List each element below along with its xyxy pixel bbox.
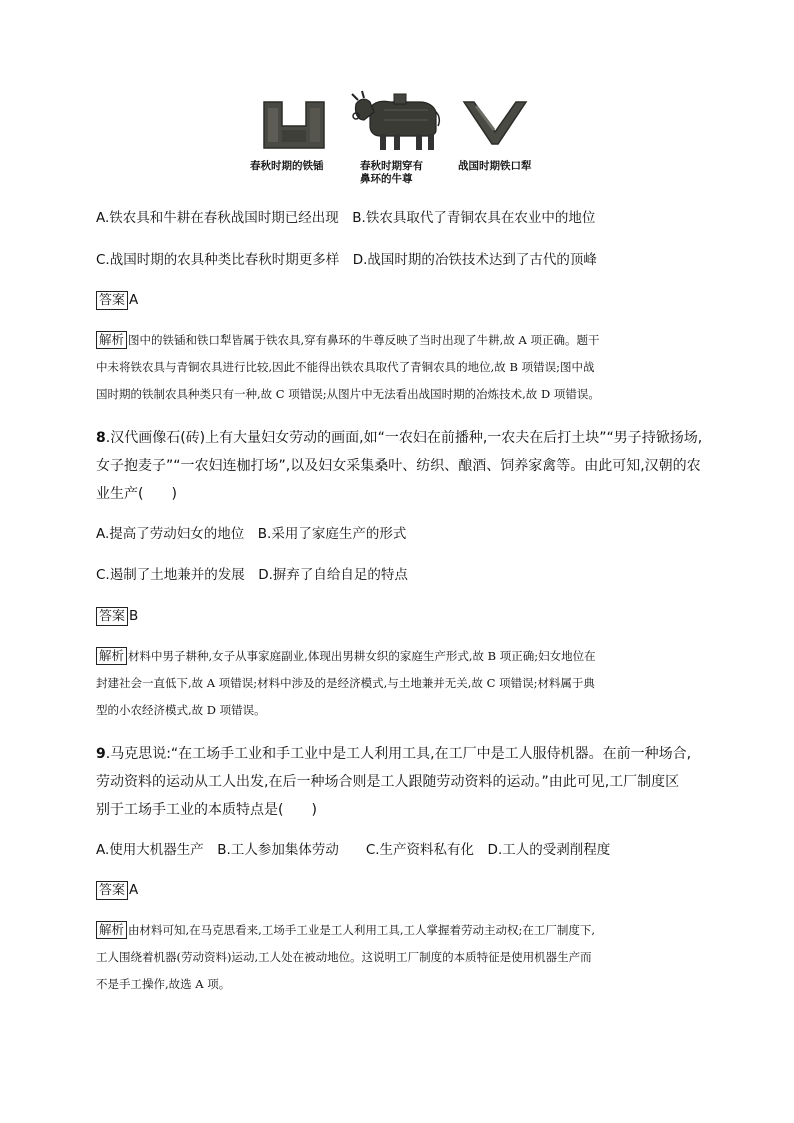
q9-stem-line-3: 别于工场手工业的本质特点是( ): [96, 802, 317, 818]
answer-tag: 答案: [96, 607, 128, 626]
q7-expl-line-3: 国时期的铁制农具种类只有一种,故 C 项错误;从图片中无法看出战国时期的冶炼技术,故 D 项错误。: [96, 387, 600, 401]
iron-hoe-icon: [260, 96, 328, 154]
q9-answer-value: A: [129, 882, 139, 898]
q7-expl-line-1: 图中的铁锸和铁口犁皆属于铁农具,穿有鼻环的牛尊反映了当时出现了牛耕,故 A 项正确。题干: [128, 333, 600, 347]
iron-plough-figure: [462, 98, 528, 146]
ox-zun-figure: [350, 90, 442, 154]
ox-zun-icon: [350, 90, 442, 154]
q8-options-line-1: A.提高了劳动妇女的地位 B.采用了家庭生产的形式: [96, 526, 407, 542]
q7-expl-line-2: 中未将铁农具与青铜农具进行比较,因此不能得出铁农具取代了青铜农具的地位,故 B 项错误;图中战: [96, 360, 595, 374]
q9-expl-line-1: 由材料可知,在马克思看来,工场手工业是工人利用工具,工人掌握着劳动主动权;在工厂制度下,: [128, 923, 596, 937]
q8-stem-line-3: 业生产( ): [96, 486, 177, 502]
figure-caption-1: 春秋时期的铁锸: [250, 160, 324, 172]
q8-expl-line-2: 封建社会一直低下,故 A 项错误;材料中涉及的是经济模式,与土地兼并无关,故 C 项错误;材料属于典: [96, 676, 595, 690]
q9-explanation: [96, 917, 711, 998]
q8-stem-line-1: [96, 428, 702, 448]
q9-stem-line-2: 劳动资料的运动从工人出发,在后一种场合则是工人跟随劳动资料的运动。”由此可见,工厂制度区: [96, 774, 680, 790]
q9-expl-line-3: 不是手工操作,故选 A 项。: [96, 977, 231, 991]
answer-tag: 答案: [96, 291, 128, 310]
q8-explanation: [96, 643, 711, 724]
q8-answer-value: B: [129, 608, 139, 624]
q8-stem-line-2: 女子抱麦子”“一农妇连枷打场”,以及妇女采集桑叶、纺织、酿酒、饲养家禽等。由此可知,汉朝的农: [96, 458, 701, 474]
q8-options-line-2: C.遏制了土地兼并的发展 D.摒弃了自给自足的特点: [96, 567, 408, 583]
q9-stem-line-1: [96, 744, 691, 764]
q7-explanation: [96, 327, 711, 408]
explanation-tag: 解析: [96, 921, 127, 939]
figure-caption-2: 春秋时期穿有 鼻环的牛尊: [360, 160, 423, 185]
q7-options-line-1: A.铁农具和牛耕在春秋战国时期已经出现 B.铁农具取代了青铜农具在农业中的地位: [96, 210, 596, 226]
q7-options-line-2: C.战国时期的农具种类比春秋时期更多样 D.战国时期的冶铁技术达到了古代的顶峰: [96, 252, 597, 268]
q9-number: 9: [96, 746, 106, 762]
figure-row: [250, 96, 550, 188]
figure-caption-3: 战国时期铁口犁: [458, 160, 532, 172]
q8-expl-line-3: 型的小农经济模式,故 D 项错误。: [96, 703, 266, 717]
q9-answer: [96, 880, 138, 900]
q8-expl-line-1: 材料中男子耕种,女子从事家庭副业,体现出男耕女织的家庭生产形式,故 B 项正确;妇女地位在: [128, 649, 596, 663]
q7-answer-value: A: [129, 292, 139, 308]
q9-stem-text-1: .马克思说:“在工场手工业和手工业中是工人利用工具,在工厂中是工人服侍机器。在前一种场合,: [105, 746, 692, 762]
q8-answer: [96, 606, 138, 626]
q9-options-line-1: A.使用大机器生产 B.工人参加集体劳动 C.生产资料私有化 D.工人的受剥削程度: [96, 842, 611, 858]
iron-hoe-figure: [260, 96, 328, 154]
q9-expl-line-2: 工人围绕着机器(劳动资料)运动,工人处在被动地位。这说明工厂制度的本质特征是使用机器生产而: [96, 950, 592, 964]
q7-answer: [96, 290, 138, 310]
answer-tag: 答案: [96, 881, 128, 900]
explanation-tag: 解析: [96, 647, 127, 665]
iron-plough-icon: [462, 98, 528, 146]
explanation-tag: 解析: [96, 331, 127, 349]
q8-stem-text-1: .汉代画像石(砖)上有大量妇女劳动的画面,如“一农妇在前播种,一农夫在后打土块”“男子持锨扬场,: [105, 430, 703, 446]
q8-number: 8: [96, 430, 106, 446]
